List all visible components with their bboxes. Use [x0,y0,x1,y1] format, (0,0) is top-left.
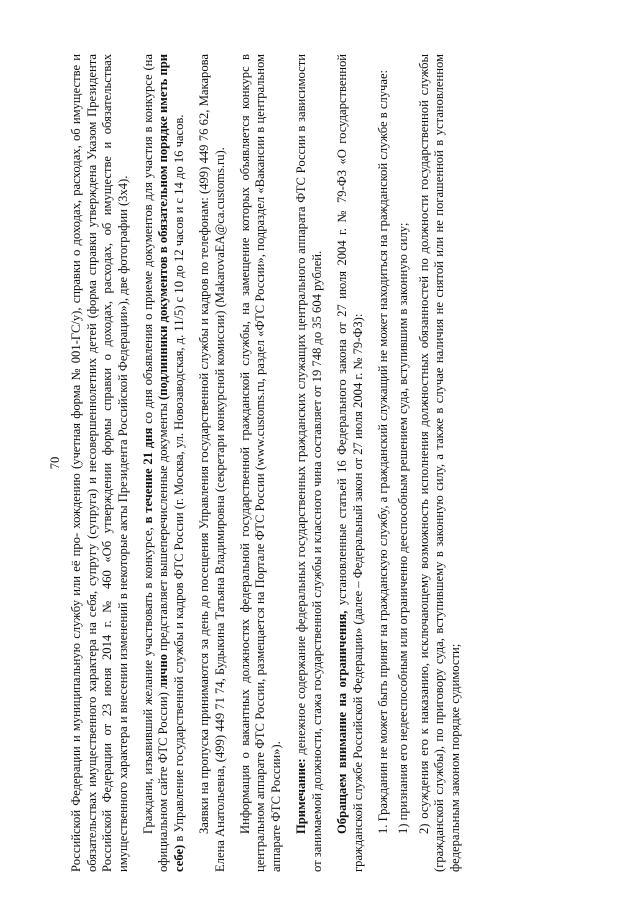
restrictions-label: Обращаем внимание на ограничения, [335,610,350,834]
paragraph-documents-list: Российской Федерации и муниципальную службу или её про- хождению (учетная форма № 001-ГС/у), справки о доходах, расходах, об имуществе и обязательствах имущественного характера на себя, супругу (супруга) и несовершеннолетних детей (форма справки утверждена Указом Президента Российской Федерации от 23 июня 2014 г. № 460 «Об утверждении формы справки о доходах, расходах, об имуществе и обязательствах имущественного характера и внесении изменений в некоторые акты Президента Российской Федерации»), две фотографии (3х4). [69,54,130,872]
rotated-text-block [48,54,600,872]
note-text: денежное содержание федеральных государственных гражданских служащих центрального аппарата ФТС России в зависимости от занимаемой должности, стажа государственной службы и классного чина составляет от 19 748 до 35 604 рублей. [294,54,324,872]
paragraph-note [294,54,325,872]
paragraph-restriction-1-1: 1) признания его недееспособным или ограниченно дееспособным решением суда, вступившим в законную силу; [396,222,411,834]
submission-originals-note: (подлинники документов в обязательном порядке иметь при себе) [156,53,186,872]
submission-deadline: в течение 21 дня [141,427,156,524]
submission-text-3: представляет вышеперечисленные документы [156,399,171,655]
paragraph-restriction-1: 1. Гражданин не может быть принят на гражданскую службу, а гражданский служащий не может находиться на гражданской службе в случае: [375,69,390,834]
submission-in-person: лично [156,654,171,690]
paragraph-restriction-1-2: 2) осуждения его к наказанию, исключающему возможность исполнения должностных обязанностей по должности государственной службы (гражданской службы), по приговору суда, вступившему в законную силу, а также в случае наличия не снятой или не погашенной в установленном федеральным законом порядке судимости; [416,54,462,872]
note-label: Примечание: [294,758,309,834]
paragraph-restrictions [335,54,366,872]
paragraph-vacancy-info: Информация о вакантных должностях федеральной государственной гражданской службы, на замещение которых объявляется конкурс в центральном аппарате ФТС России, размещается на Портале ФТС России (www.customs.ru, раздел «ФТС России», подраздел «Вакансии в центральном аппарате ФТС России»). [238,54,283,872]
submission-text-4: в Управление государственной службы и кадров ФТС России (г. Москва, ул. Новозаводская, д. 11/5) с 10 до 12 часов и с 14 до 16 часов. [171,114,186,845]
restrictions-text: установленные статьей 16 Федерального закона от 27 июля 2004 г. № 79-ФЗ «О государственной гражданской службе Российской Федерации» (далее – Федеральный закон от 27 июля 2004 г. № 79-ФЗ): [335,54,365,872]
paragraph-submission [141,54,187,872]
page-number: 70 [48,456,62,470]
paragraph-pass-requests: Заявки на пропуска принимаются за день до посещения Управления государственной службы и кадров по телефонам: (499) 449 76 62, Макарова Елена Анатольевна, (499) 449 71 74, Будыкина Татьяна Владимировна (секретари конкурсной комиссии) (MakarovaEA@ca.customs.ru). [197,54,227,872]
submission-text-2: со дня объявления о приеме документов для участия в конкурсе (на официальном сайте ФТС России) [141,54,171,872]
submission-text-1: Граждани, изъявивший желание участвовать в конкурсе, [141,523,156,834]
